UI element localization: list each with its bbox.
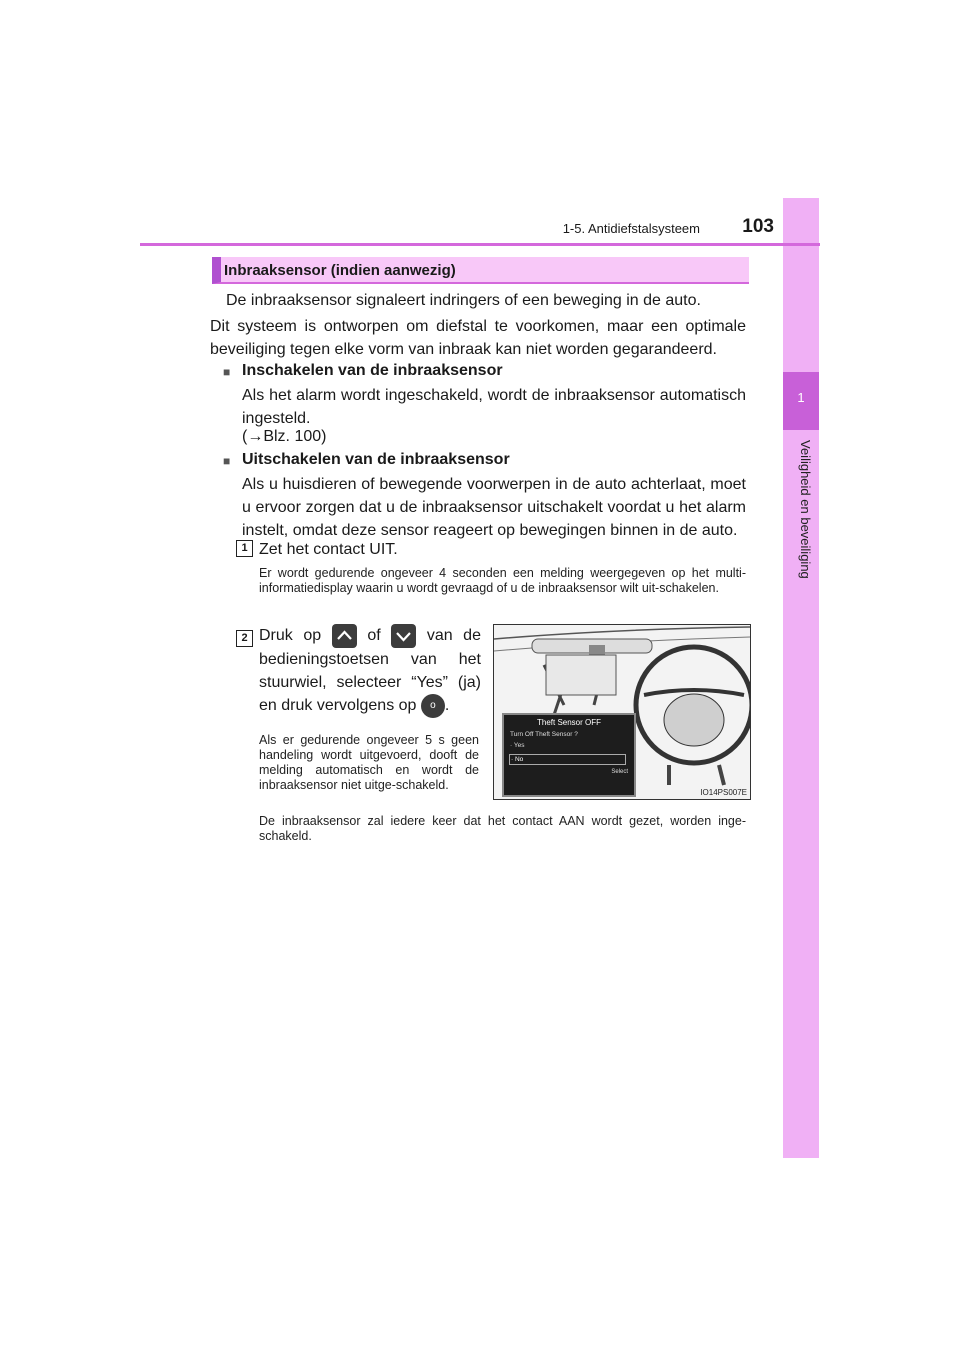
step-2-text-c: van de bedieningstoetsen van het stuurwiel, selecteer “Yes” (ja) en druk vervolgens op: [259, 627, 481, 715]
dashboard-illustration: [493, 624, 751, 800]
ok-button-icon: o: [421, 694, 445, 718]
header-rule: [140, 243, 820, 246]
disable-text: Als u huisdieren of bewegende voorwerpen in de auto achterlaat, moet u ervoor zorgen dat u de inbraaksensor uitschakelt voordat u het alarm instelt, omdat deze sensor reageert op bewegingen binnen in de auto.: [242, 476, 746, 539]
step-2-marker: 2: [236, 630, 253, 647]
section-reference: 1-5. Antidiefstalsysteem: [562, 221, 700, 236]
enable-page-ref: (→Blz. 100): [242, 428, 327, 445]
screen-select-label: Select: [611, 769, 628, 775]
section-heading: Inbraaksensor (indien aanwezig): [224, 262, 456, 279]
down-button-icon: [391, 624, 416, 648]
up-button-icon: [332, 624, 357, 648]
enable-text: Als het alarm wordt ingeschakeld, wordt de inbraaksensor automatisch ingesteld.: [242, 387, 746, 427]
step-2-note: Als er gedurende ongeveer 5 s geen handeling wordt uitgevoerd, dooft de melding automatisch en wordt de inbraaksensor niet uitge-schakeld.: [259, 733, 479, 792]
display-screen: [502, 713, 636, 797]
step-2-text-a: Druk op: [259, 627, 322, 645]
step-1-text: Zet het contact UIT.: [259, 541, 398, 558]
step-1-note: Er wordt gedurende ongeveer 4 seconden een melding weergegeven op het multi-informatiedisplay waarin u wordt gevraagd of u de inbraaksensor wilt uit-schakelen.: [259, 566, 746, 595]
screen-option-yes: · Yes: [510, 742, 525, 749]
intro-paragraph-2: Dit systeem is ontworpen om diefstal te voorkomen, maar een optimale beveiliging tegen elke vorm van inbraak kan niet worden gegarandeerd.: [210, 318, 746, 358]
screen-question: Turn Off Theft Sensor ?: [510, 731, 578, 738]
step-2-instruction: [259, 624, 481, 718]
enable-title: ■ Inschakelen van de inbraaksensor: [242, 361, 746, 381]
step-2-text-d: .: [444, 697, 450, 715]
illustration-code: IO14PS007E: [700, 788, 747, 797]
chapter-title: Veiligheid en beveiliging: [798, 440, 813, 579]
step-1-marker: 1: [236, 540, 253, 557]
page-number: 103: [742, 216, 774, 237]
final-note: De inbraaksensor zal iedere keer dat het contact AAN wordt gezet, worden inge-schakeld.: [259, 814, 746, 843]
intro-paragraph-1: De inbraaksensor signaleert indringers of een beweging in de auto.: [226, 292, 701, 309]
chapter-number: 1: [797, 390, 805, 405]
screen-title: Theft Sensor OFF: [536, 718, 602, 727]
step-2-text-b: of: [367, 627, 381, 645]
screen-option-no: · No: [509, 754, 626, 765]
disable-title: ■ Uitschakelen van de inbraaksensor: [242, 450, 746, 470]
chapter-side-tab: [783, 198, 819, 1158]
